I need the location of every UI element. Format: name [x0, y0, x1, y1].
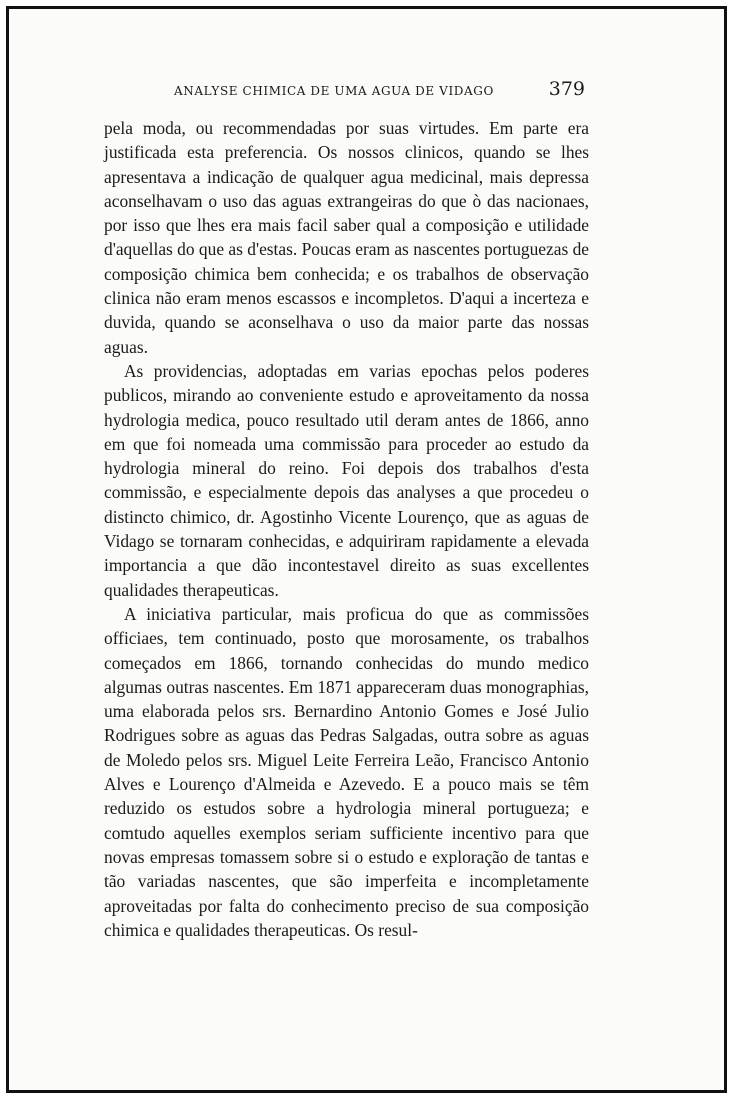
- paragraph: A iniciativa particular, mais proficua do que as commissões officiaes, tem continuado, posto que morosamente, os trabalhos começados em 1866, tornando conhecidas do mundo medico algumas outras nascentes. Em 1871 appareceram duas monographias, uma elaborada pelos srs. Bernardino Antonio Gomes e José Julio Rodrigues sobre as aguas das Pedras Salgadas, outra sobre as aguas de Moledo pelos srs. Miguel Leite Ferreira Leão, Francisco Antonio Alves e Lourenço d'Almeida e Azevedo. E a pouco mais se têm reduzido os estudos sobre a hydrologia mineral portugueza; e comtudo aquelles exemplos seriam sufficiente incentivo para que novas empresas tomassem sobre si o estudo e exploração de tantas e tão variadas nascentes, que são imperfeita e incompletamente aproveitadas por falta do conhecimento preciso de sua composição chimica e qualidades therapeuticas. Os resul-: [104, 603, 589, 940]
- running-head: [104, 78, 589, 104]
- running-title: ANALYSE CHIMICA DE UMA AGUA DE VIDAGO: [174, 84, 494, 98]
- paragraph: pela moda, ou recommendadas por suas virtudes. Em parte era justificada esta preferencia. Os nossos clinicos, quando se lhes apresentava a indicação de qualquer agua medicinal, mais depressa aconselhavam o uso das aguas extrangeiras do que ò das nacionaes, por isso que lhes era mais facil saber qual a composição e utilidade d'aquellas do que as d'estas. Poucas eram as nascentes portuguezas de composição chimica bem conhecida; e os trabalhos de observação clinica não eram menos escassos e incompletos. D'aqui a incerteza e duvida, quando se aconselhava o uso da maior parte das nossas aguas.: [104, 118, 589, 357]
- page-number: 379: [548, 78, 585, 100]
- paragraph: As providencias, adoptadas em varias epochas pelos poderes publicos, mirando ao conveniente estudo e aproveitamento da nossa hydrologia medica, pouco resultado util deram antes de 1866, anno em que foi nomeada uma commissão para proceder ao estudo da hydrologia mineral do reino. Foi depois dos trabalhos d'esta commissão, e especialmente depois das analyses a que procedeu o distincto chimico, dr. Agostinho Vicente Lourenço, que as aguas de Vidago se tornaram conhecidas, e adquiriram rapidamente a elevada importancia a que dão incontestavel direito as suas excellentes qualidades therapeuticas.: [104, 360, 589, 600]
- book-page: [104, 78, 589, 942]
